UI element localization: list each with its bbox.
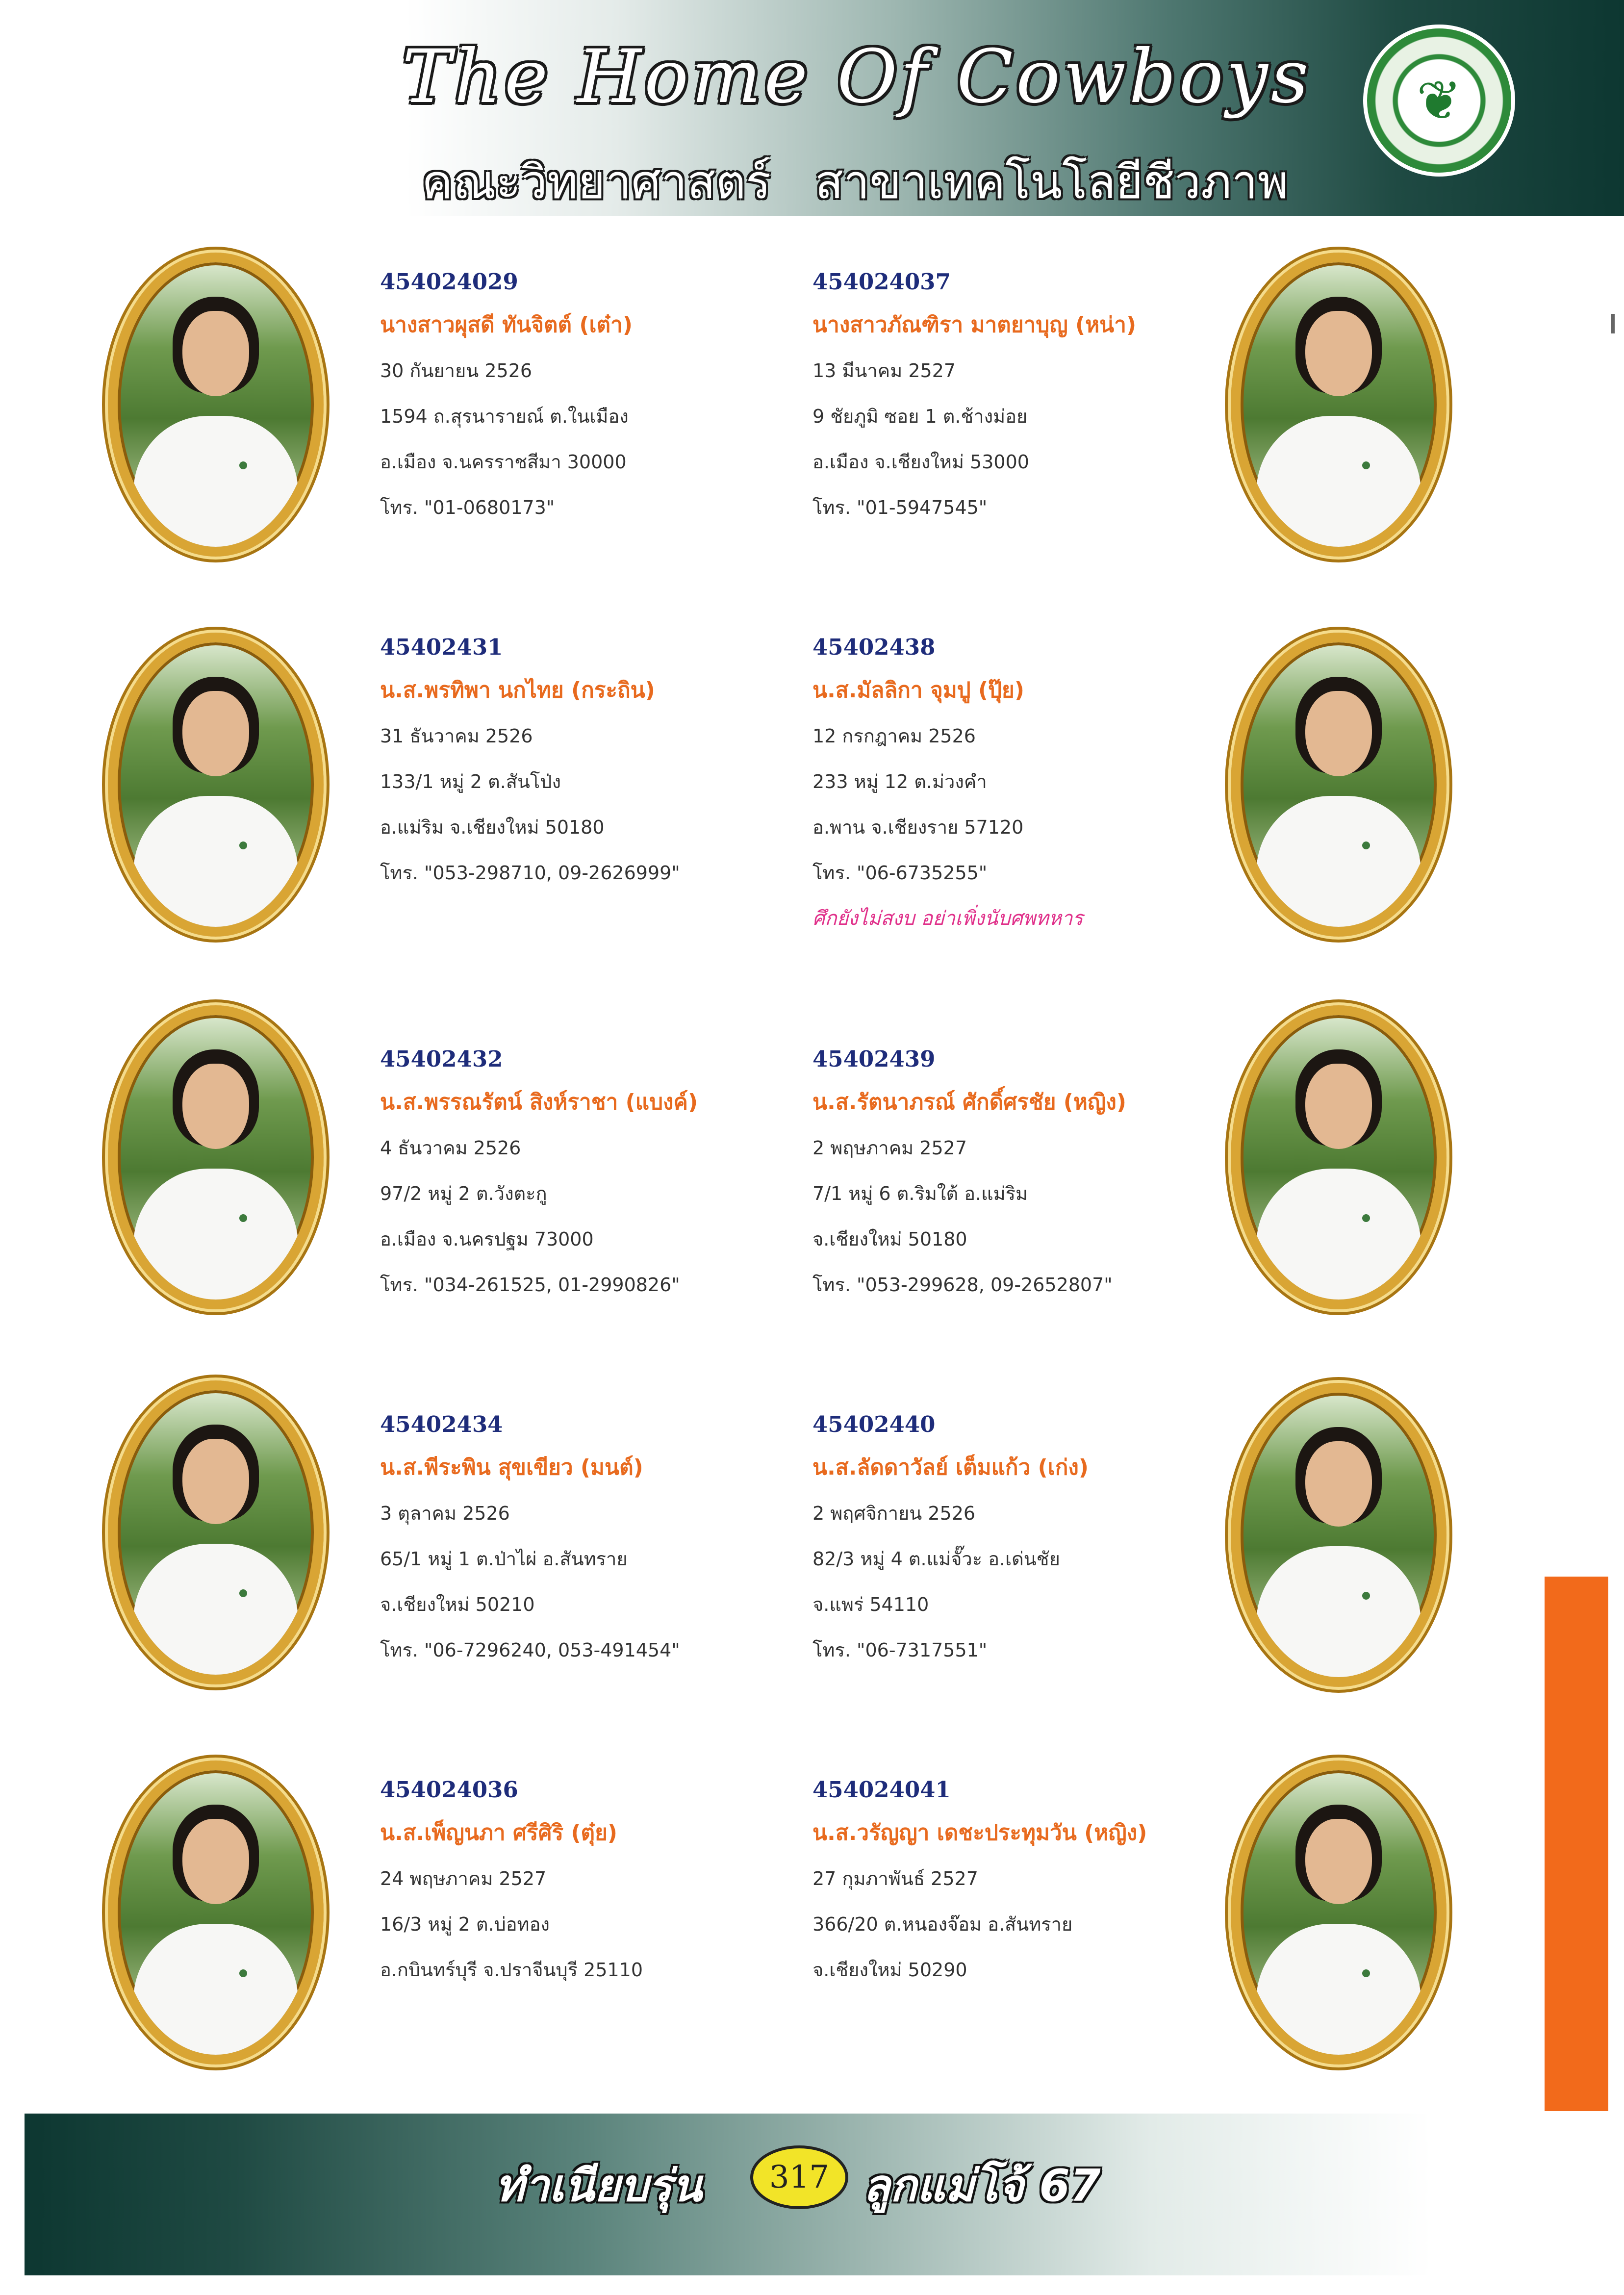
student-name: น.ส.รัตนาภรณ์ ศักดิ์ศรชัย (หญิง) (812, 1090, 1126, 1115)
address-line: จ.แพร่ 54110 (812, 1594, 929, 1615)
student-entry (380, 1770, 762, 1993)
student-photo (108, 1005, 324, 1309)
student-name: น.ส.เพ็ญนภา ศรีศิริ (ตุ๋ย) (380, 1820, 618, 1845)
student-photo (1231, 1760, 1446, 2065)
address-line: จ.เชียงใหม่ 50290 (812, 1959, 967, 1981)
address-line: 9 ชัยภูมิ ซอย 1 ต.ช้างม่อย (812, 406, 1028, 427)
student-name: น.ส.วรัญญา เดชะประทุมวัน (หญิง) (812, 1820, 1147, 1845)
student-id: 45402434 (380, 1411, 503, 1437)
phone-line: โทร. "053-298710, 09-2626999" (380, 862, 680, 884)
student-photo (108, 1760, 324, 2065)
student-id: 45402438 (812, 634, 936, 660)
student-photo (108, 1380, 324, 1684)
student-id: 454024037 (812, 269, 951, 295)
birth-date: 13 มีนาคม 2527 (812, 360, 956, 382)
student-name: นางสาวภัณฑิรา มาตยาบุญ (หน่า) (812, 312, 1137, 337)
birth-date: 3 ตุลาคม 2526 (380, 1503, 510, 1524)
address-line: 82/3 หมู่ 4 ต.แม่จั๊วะ อ.เด่นชัย (812, 1548, 1060, 1570)
student-entry (812, 262, 1195, 531)
program-label: สาขาเทคโนโลยีชีวภาพ (815, 155, 1289, 209)
student-entry (812, 628, 1195, 942)
address-line: อ.เมือง จ.เชียงใหม่ 53000 (812, 451, 1029, 473)
address-line: อ.แม่ริม จ.เชียงใหม่ 50180 (380, 816, 605, 838)
student-name: นางสาวผุสดี ทันจิตต์ (เต๋า) (380, 312, 633, 337)
address-line: 1594 ถ.สุรนารายณ์ ต.ในเมือง (380, 406, 629, 427)
student-photo (108, 633, 324, 937)
birth-date: 31 ธันวาคม 2526 (380, 725, 533, 747)
page-title: The Home Of Cowboys (402, 34, 1312, 120)
birth-date: 4 ธันวาคม 2526 (380, 1137, 521, 1159)
seal-icon: ❦ (1416, 69, 1462, 132)
student-photo (1231, 633, 1446, 937)
phone-line: โทร. "053-299628, 09-2652807" (812, 1274, 1113, 1296)
phone-line: โทร. "06-7296240, 053-491454" (380, 1639, 680, 1661)
birth-date: 27 กุมภาพันธ์ 2527 (812, 1868, 978, 1889)
birth-date: 30 กันยายน 2526 (380, 360, 533, 382)
address-line: อ.กบินทร์บุรี จ.ปราจีนบุรี 25110 (380, 1959, 643, 1981)
student-entry (380, 1040, 762, 1308)
student-photo (1231, 1383, 1446, 1687)
student-photo (108, 253, 324, 557)
student-entry (380, 262, 762, 531)
address-line: 65/1 หมู่ 1 ต.ป่าไผ่ อ.สันทราย (380, 1548, 628, 1570)
address-line: อ.เมือง จ.นครปฐม 73000 (380, 1228, 594, 1250)
edge-tab (1545, 1577, 1608, 2111)
footer-left-text: ทำเนียบรุ่น (495, 2160, 702, 2212)
birth-date: 24 พฤษภาคม 2527 (380, 1868, 547, 1889)
birth-date: 2 พฤศจิกายน 2526 (812, 1503, 976, 1524)
address-line: 133/1 หมู่ 2 ต.สันโป่ง (380, 771, 561, 792)
phone-line: โทร. "01-5947545" (812, 497, 988, 518)
address-line: อ.พาน จ.เชียงราย 57120 (812, 816, 1024, 838)
address-line: 97/2 หมู่ 2 ต.วังตะกู (380, 1183, 547, 1204)
motto-note: ศึกยังไม่สงบ อย่าเพิ่งนับศพทหาร (812, 907, 1083, 930)
phone-line: โทร. "034-261525, 01-2990826" (380, 1274, 680, 1296)
address-line: จ.เชียงใหม่ 50180 (812, 1228, 967, 1250)
phone-line: โทร. "01-0680173" (380, 497, 555, 518)
student-name: น.ส.พรรณรัตน์ สิงห์ราชา (แบงค์) (380, 1090, 698, 1115)
student-id: 454024036 (380, 1777, 518, 1803)
student-entry (812, 1405, 1195, 1673)
student-entry (812, 1770, 1195, 1993)
student-name: น.ส.มัลลิกา จุมปู (ปุ๊ย) (812, 678, 1024, 703)
student-id: 45402431 (380, 634, 503, 660)
student-entry (380, 1405, 762, 1673)
faculty-label: คณะวิทยาศาสตร์ (422, 155, 771, 209)
address-line: จ.เชียงใหม่ 50210 (380, 1594, 535, 1615)
student-id: 45402432 (380, 1046, 503, 1072)
address-line: 233 หมู่ 12 ต.ม่วงคำ (812, 771, 987, 792)
student-id: 45402440 (812, 1411, 936, 1437)
student-id: 45402439 (812, 1046, 936, 1072)
page-number: 317 (750, 2145, 848, 2209)
student-photo (1231, 1005, 1446, 1309)
birth-date: 12 กรกฎาคม 2526 (812, 725, 976, 747)
student-photo (1231, 253, 1446, 557)
scan-mark (1611, 314, 1615, 333)
phone-line: โทร. "06-6735255" (812, 862, 988, 884)
student-id: 454024029 (380, 269, 518, 295)
university-logo (1363, 25, 1515, 177)
footer-band (25, 2114, 1432, 2275)
student-name: น.ส.พรทิพา นกไทย (กระถิน) (380, 678, 655, 703)
birth-date: 2 พฤษภาคม 2527 (812, 1137, 967, 1159)
student-name: น.ส.พีระพิน สุขเขียว (มนต์) (380, 1455, 643, 1480)
phone-line: โทร. "06-7317551" (812, 1639, 988, 1661)
address-line: 7/1 หมู่ 6 ต.ริมใต้ อ.แม่ริม (812, 1183, 1028, 1204)
student-name: น.ส.ลัดดาวัลย์ เต็มแก้ว (เก่ง) (812, 1455, 1089, 1480)
page-subtitle (422, 145, 1289, 219)
student-id: 454024041 (812, 1777, 951, 1803)
footer-right-text: ลูกแม่โจ้ 67 (863, 2160, 1101, 2212)
student-entry (812, 1040, 1195, 1308)
address-line: อ.เมือง จ.นครราชสีมา 30000 (380, 451, 627, 473)
address-line: 16/3 หมู่ 2 ต.บ่อทอง (380, 1913, 550, 1935)
address-line: 366/20 ต.หนองจ๊อม อ.สันทราย (812, 1913, 1073, 1935)
student-entry (380, 628, 762, 896)
